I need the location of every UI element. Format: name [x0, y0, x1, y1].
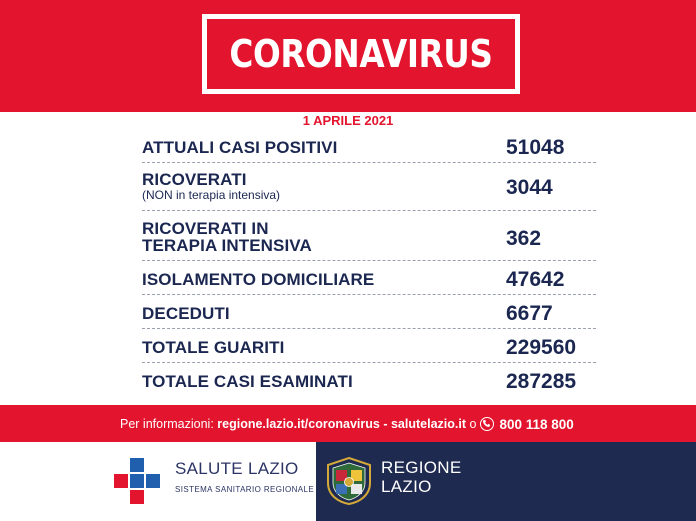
regione-line1: REGIONE — [381, 458, 462, 477]
stat-label: TOTALE CASI ESAMINATI — [142, 372, 353, 391]
page-title: CORONAVIRUS — [229, 32, 493, 76]
stat-value: 47642 — [506, 268, 565, 291]
stat-value: 6677 — [506, 302, 553, 325]
stat-label: RICOVERATI IN — [142, 219, 269, 238]
report-date: 1 APRILE 2021 — [302, 113, 394, 128]
stat-label: TOTALE GUARITI — [142, 338, 285, 357]
row-divider — [142, 162, 596, 163]
salute-lazio-subtitle: SISTEMA SANITARIO REGIONALE — [175, 485, 315, 494]
row-divider — [142, 362, 596, 363]
info-band — [0, 405, 696, 442]
regione-lazio-logo — [316, 442, 696, 521]
salute-lazio-logo — [0, 442, 316, 521]
salute-lazio-title: SALUTE LAZIO — [175, 459, 299, 478]
stat-label: ISOLAMENTO DOMICILIARE — [142, 270, 375, 289]
row-divider — [142, 260, 596, 261]
stat-value: 3044 — [506, 176, 553, 199]
website-link-salutelazio[interactable]: salutelazio.it — [390, 417, 466, 431]
stats-table — [142, 0, 596, 400]
stat-label: ATTUALI CASI POSITIVI — [142, 138, 338, 157]
stat-value: 51048 — [506, 136, 565, 159]
stat-label: RICOVERATI — [142, 170, 247, 189]
stat-label: DECEDUTI — [142, 304, 230, 323]
stat-sublabel: (NON in terapia intensiva) — [142, 188, 281, 202]
website-link-regione[interactable]: regione.lazio.it/coronavirus — [217, 417, 380, 431]
health-cross-icon — [114, 458, 160, 504]
stat-label-line2: TERAPIA INTENSIVA — [142, 236, 312, 255]
row-divider — [142, 328, 596, 329]
regione-lazio-title — [381, 458, 462, 496]
row-divider — [142, 210, 596, 211]
phone-icon — [480, 417, 494, 431]
info-line — [120, 415, 574, 433]
region-crest-icon — [326, 457, 372, 505]
stat-value: 287285 — [506, 370, 577, 393]
stat-value: 362 — [506, 227, 542, 250]
phone-number[interactable]: 800 118 800 — [499, 416, 574, 432]
stat-value: 229560 — [506, 336, 577, 359]
row-divider — [142, 294, 596, 295]
info-dash: - — [383, 417, 388, 431]
regione-line2: LAZIO — [381, 477, 432, 496]
info-or: o — [469, 417, 477, 431]
info-prefix: Per informazioni: — [120, 417, 214, 431]
